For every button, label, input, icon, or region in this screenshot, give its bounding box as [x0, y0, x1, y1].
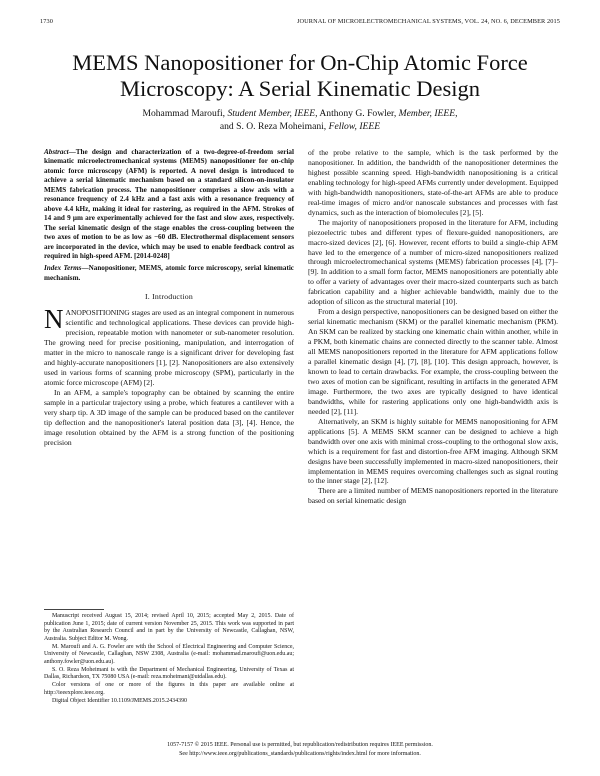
author-list: [60, 108, 540, 133]
footnote-doi: Digital Object Identifier 10.1109/JMEMS.2015.2434390: [52, 698, 188, 705]
left-column: [44, 148, 294, 448]
copyright-line: 1057-7157 © 2015 IEEE. Personal use is permitted, but republication/redistribution requires IEEE permission.: [167, 742, 433, 748]
abstract-text: —The design and characterization of a two-degree-of-freedom serial kinematic microelectromechanical systems (MEMS) nanopositioner for on-chip atomic force microscopy (AFM) is reported. A novel design is introduced to achieve a serial kinematic mechanism based on a standard silicon-on-insulator MEMS fabrication process. The nanopositioner comprises a slow axis with a resonance frequency of 2.4 kHz and a fast axis with a resonance frequency of above 4.4 kHz, making it ideal for rastering, as required in the AFM. Strokes of 14 and 9 μm are experimentally achieved for the fast and slow axes, respectively. The serial kinematic design of the stage enables the cross-coupling between the two axes of motion to be as low as −60 dB. Electrothermal displacement sensors are incorporated in the device, which may be used to enable feedback control as required in high-speed AFM. [2014-0248]: [44, 148, 294, 260]
footnote-rule: [44, 609, 104, 610]
index-terms-label: Index Terms: [44, 264, 82, 273]
copyright-footer: [40, 741, 560, 758]
section-title: I. Introduction: [144, 292, 194, 302]
index-terms-text: —Nanopositioner, MEMS, atomic force microscopy, serial kinematic mechanism.: [44, 264, 294, 282]
abstract: [44, 148, 294, 261]
right-paragraph-5: There are a limited number of MEMS nanopositioners reported in the literature based on serial kinematic design: [308, 486, 558, 506]
footnote-color: Color versions of one or more of the figures in this paper are available online at http://ieeexplore.ieee.org.: [44, 682, 294, 696]
right-paragraph-4: Alternatively, an SKM is highly suitable for MEMS nanopositioning for AFM applications [5]. A MEMS SKM scanner can be designed to achieve a high bandwidth over one axis with minimal cross-coupling to the orthogonal slow axis, which is a requirement for fast and distortion-free AFM imaging. Although SKM designs have been successfully implemented in macro-sized nanopositioners, their implementation in MEMS requires overcoming challenges such as signal routing to the inner stage [2], [12].: [308, 416, 558, 486]
right-paragraph-1: of the probe relative to the sample, which is the task performed by the nanopositioner. In addition, the bandwidth of the nanopositioner determines the highest possible scanning speed. High-bandwidth nanopositioning is a critical enabling technology for high-speed AFMs currently under development. Equipped with high-bandwidth nanopositioners, state-of-the-art AFMs are able to produce real-time images of micro and/or nanoscale substances and processes with fast dynamics, such as the interaction of biomolecules [2], [5].: [308, 148, 558, 217]
author-3: and S. O. Reza Moheimani, Fellow, IEEE: [219, 120, 381, 132]
intro-paragraph-1-text: stages are used as an integral component in numerous scientific and technological applications. These devices can provide high-precision, repeatable motion with nanometer or sub-nanometer resolution. The growing need for precise positioning, manipulation, and interrogation of matter in the micro to nanoscale range is a significant driver for developing fast and highly-accurate nanopositioners [1], [2]. Nanopositioners are also extensively used in various forms of scanning probe microscopy (SPM), particularly in the atomic force microscope (AFM) [2].: [44, 308, 294, 387]
footnote-affiliation-1: M. Maroufi and A. G. Fowler are with the School of Electrical Engineering and Computer Science, University of Newcastle, Callaghan, NSW 2308, Australia (e-mail: mohammad.maroufi@uon.edu.au; anthony.fowler@uon.edu.au).: [44, 643, 294, 665]
right-paragraph-2: The majority of nanopositioners proposed in the literature for AFM, including piezoelectric tubes and different types of flexure-guided nanopositioners, are macro-sized devices [2], [6]. However, recent efforts to build a single-chip AFM have led to the emergence of a number of micro-sized nanopositioners realized through microelectromechanical systems (MEMS) fabrication processes [4], [7]–[9]. In addition to a small form factor, MEMS nanopositioners are potentially able to offer a variety of advantages over their macro-sized counterparts such as batch fabrication capability and a higher achievable bandwidth, mainly due to the adoption of silicon as the structural material [10].: [308, 217, 558, 307]
author-1: Mohammad Maroufi, Student Member, IEEE, Anthony G. Fowler, Member, IEEE,: [142, 108, 458, 119]
lead-word: ANOPOSITIONING: [65, 308, 130, 318]
page-number: 1730: [40, 18, 53, 25]
paper-title: MEMS Nanopositioner for On-Chip Atomic Force Microscopy: A Serial Kinematic Design: [72, 50, 528, 101]
right-column: [308, 148, 558, 506]
authors-line-2: [60, 121, 540, 134]
right-paragraph-3: From a design perspective, nanopositioners can be designed based on either the serial kinematic mechanism (SKM) or the parallel kinematic mechanism (PKM). An SKM can be realized by stacking one kinematic chain within another, while in a PKM, both kinematic chains are connected directly to the scanner table. Almost all MEMS nanopositioners reported in the literature for AFM applications follow a parallel kinematic design [4], [7], [8], [10]. This design approach, however, is known to lead to certain drawbacks. For example, the cross-coupling between the two axes of motion can be significant, resulting in artifacts in the generated AFM image. Furthermore, the two axes are typically designed to have identical bandwidths, while for rastering applications only one high-bandwidth axis is needed [2], [11].: [308, 307, 558, 416]
running-header: [40, 18, 560, 28]
footnotes: [44, 609, 294, 706]
drop-cap: N: [44, 304, 64, 335]
footnote-manuscript: Manuscript received August 15, 2014; revised April 10, 2015; accepted May 2, 2015. Date of publication June 1, 2015; date of current version November 25, 2015. This work was supported in part by the Australian Research Council and in part by the University of Newcastle, Callaghan, NSW, Australia. Subject Editor M. Wong.: [44, 613, 294, 642]
intro-paragraph-1: [44, 304, 294, 388]
section-heading-introduction: [44, 292, 294, 302]
authors-line-1: [60, 108, 540, 121]
index-terms: [44, 264, 294, 283]
intro-paragraph-2: In an AFM, a sample's topography can be obtained by scanning the entire sample in a particular trajectory using a probe, which features a cantilever with a very sharp tip. A 3D image of the sample can be produced based on the cantilever tip deflection and the nanopositioner's lateral position data [3], [4]. Hence, the image resolution obtained by the AFM is a strong function of the positioning precision: [44, 387, 294, 447]
footnote-affiliation-2: S. O. Reza Moheimani is with the Department of Mechanical Engineering, University of Texas at Dallas, Richardson, TX 75080 USA (e-mail: reza.moheimani@utdallas.edu).: [44, 666, 294, 681]
abstract-label: Abstract: [44, 148, 69, 156]
journal-name: JOURNAL OF MICROELECTROMECHANICAL SYSTEMS, VOL. 24, NO. 6, DECEMBER 2015: [296, 18, 560, 25]
rights-link-line: See http://www.ieee.org/publications_standards/publications/rights/index.html for more information.: [179, 750, 421, 757]
